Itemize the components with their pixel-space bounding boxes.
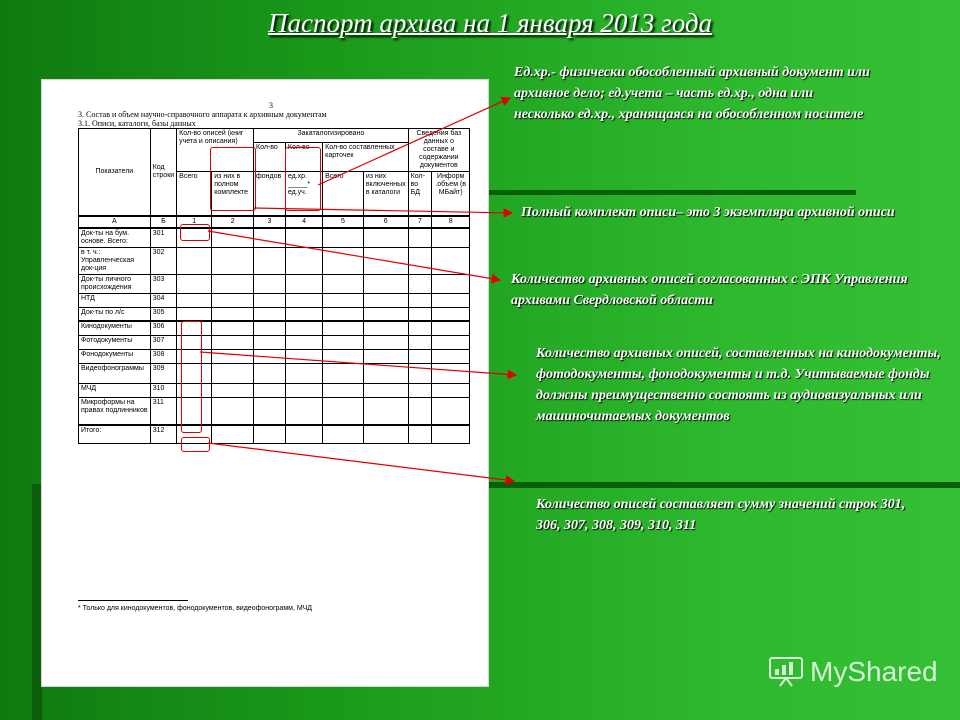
row-name: НТД [79, 293, 151, 307]
header-info-volume: Информ .объем (в МБайт) [432, 172, 470, 216]
row-code: 304 [150, 293, 176, 307]
column-label: 7 [408, 216, 432, 228]
row-name: Док-ты личного происхождения [79, 274, 151, 293]
row-code: 302 [150, 247, 176, 274]
row-name: Фонодокументы [79, 349, 151, 363]
header-storage-units: ед.хр. _____* ед.уч. [285, 172, 322, 216]
note-total-sum: Количество описей составляет сумму значений строк 301, 306, 307, 308, 309, 310, 311 [536, 497, 906, 533]
arrow-to-note2 [254, 208, 512, 213]
row-name: в т. ч.: Управленческая док-ция [79, 247, 151, 274]
header-full-set: из них в полном комплекте [212, 172, 254, 216]
header-funds: фондов [254, 172, 286, 216]
header-count: Кол-во [254, 143, 286, 172]
row-code: 310 [150, 383, 176, 397]
arrow-to-note4 [200, 352, 516, 375]
row-name: Итого: [79, 425, 151, 443]
footnote: * Только для кинодокументов, фонодокументов, видеофонограмм, МЧД [78, 605, 312, 612]
header-database-info: Сведения баз данных о составе и содержании документов [408, 129, 469, 172]
row-name: Кинодокументы [79, 321, 151, 335]
header-indicators: Показатели [79, 129, 151, 216]
row-name: Док-ты на бум. основе. Всего: [79, 228, 151, 248]
column-label: 3 [254, 216, 286, 228]
note-audiovisual-inventories: Количество архивных описей, составленных на кинодокументы, фотодокументы, фонодокументы и т.д. Учитываемые фонды должны преимущественно состоять из аудиовизуальных или машиночитаемых документов [536, 346, 941, 424]
arrow-to-note5 [208, 443, 514, 481]
row-name: Микроформы на правах подлинников [79, 397, 151, 425]
row-name: Фотодокументы [79, 335, 151, 349]
header-inventories-count: Кол-во описей (книг учета и описания) [177, 129, 254, 172]
row-code: 306 [150, 321, 176, 335]
document-subheading: 3.1. Описи, каталоги, базы данных [78, 119, 196, 128]
page-number: 3 [269, 101, 273, 110]
row-code: 307 [150, 335, 176, 349]
column-label: А [79, 216, 151, 228]
row-code: 308 [150, 349, 176, 363]
column-label: 4 [285, 216, 322, 228]
row-code: 301 [150, 228, 176, 248]
slide-title: Паспорт архива на 1 января 2013 года [267, 8, 712, 38]
row-name: Док-ты по л/с [79, 307, 151, 321]
header-in-catalogs: из них включенных в каталоги [363, 172, 408, 216]
row-name: Видеофонограммы [79, 363, 151, 383]
row-code: 312 [150, 425, 176, 443]
header-cataloged: Закаталогизировано [254, 129, 409, 143]
row-code: 309 [150, 363, 176, 383]
column-label: 1 [177, 216, 212, 228]
column-label: Б [150, 216, 176, 228]
column-label: 6 [363, 216, 408, 228]
header-row-code: Код строки [150, 129, 176, 216]
logo-text: MyShared [810, 656, 938, 687]
note-storage-unit-definition: Ед.хр.- физически обособленный архивный документ или архивное дело; ед.учета – часть ед.хр., одна или несколько ед.хр., хранящаяся на обособленном носителе [514, 65, 870, 122]
row-code: 303 [150, 274, 176, 293]
header-cards-count: Кол-во составленных карточек [323, 143, 409, 172]
row-name: МЧД [79, 383, 151, 397]
column-label: 5 [323, 216, 364, 228]
arrow-to-note3 [208, 231, 500, 280]
header-total: Всего [177, 172, 212, 216]
column-label: 8 [432, 216, 470, 228]
column-label: 2 [212, 216, 254, 228]
row-code: 305 [150, 307, 176, 321]
row-code: 311 [150, 397, 176, 425]
header-total-2: Всего [323, 172, 364, 216]
note-approved-inventories: Количество архивных описей согласованных с ЭПК Управления архивами Свердловской области [511, 272, 908, 308]
arrow-to-note1 [318, 98, 510, 185]
slideshow-logo-icon [768, 656, 804, 688]
watermark-logo [768, 656, 938, 688]
header-db-count: Кол-во БД [408, 172, 432, 216]
header-count-2: Кол-во [285, 143, 322, 172]
document-heading: 3. Состав и объем научно-справочного аппарата к архивным документам [78, 110, 327, 119]
note-full-set-definition: Полный комплект описи– это 3 экземпляра архивной описи [521, 205, 895, 220]
